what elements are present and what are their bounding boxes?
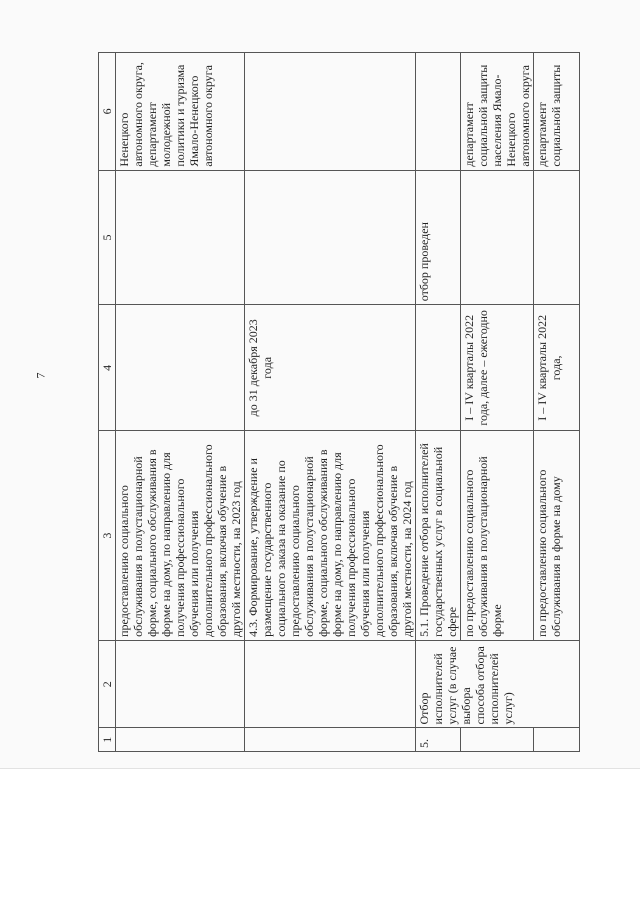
plan-table <box>98 52 580 752</box>
cell-activity: 4.3. Формирование, утверждение и размещение государственного социального заказа на оказание по предоставлению социального обслуживания в полустационарной форме, социального обслуживания в форме на дому, по направлению для получения профессионального обучения или получения дополнительного профессионального образования, включая обучение в другой местности, на 2024 год <box>245 431 416 640</box>
cell-responsible <box>416 53 461 171</box>
cell-responsible <box>245 53 416 171</box>
cell-number <box>461 728 534 752</box>
header-col-3: 3 <box>99 431 116 640</box>
cell-result <box>245 170 416 305</box>
cell-number <box>116 728 245 752</box>
header-col-1: 1 <box>99 728 116 752</box>
cell-deadline: до 31 декабря 2023 года <box>245 305 416 431</box>
cell-number <box>534 728 580 752</box>
rotated-content <box>98 52 563 752</box>
cell-responsible: департамент социальной защиты населения Ямало-Ненецкого автономного округа <box>461 53 534 171</box>
header-col-5: 5 <box>99 170 116 305</box>
cell-activity: 5.1. Проведение отбора исполнителей государственных услуг в социальной сфере <box>416 431 461 640</box>
cell-stage <box>116 640 245 728</box>
cell-result: отбор проведен <box>416 170 461 305</box>
cell-result <box>534 170 580 305</box>
table-header-row <box>99 53 116 752</box>
cell-result <box>116 170 245 305</box>
table-row <box>116 53 245 752</box>
header-col-2: 2 <box>99 640 116 728</box>
header-col-4: 4 <box>99 305 116 431</box>
table-row <box>416 53 461 752</box>
table-row <box>245 53 416 752</box>
cell-number <box>245 728 416 752</box>
cell-stage: Отбор исполнителей услуг (в случае выбора способа отбора исполнителей услуг) <box>416 640 580 728</box>
cell-activity: по предоставлению социального обслуживания в полустационарной форме <box>461 431 534 640</box>
cell-responsible: Ненецкого автономного округа, департамент молодежной политики и туризма Ямало-Ненецкого автономного округа <box>116 53 245 171</box>
cell-deadline: I – IV кварталы 2022 года, далее – ежегодно <box>461 305 534 431</box>
page-number: 7 <box>33 372 48 379</box>
cell-deadline: I – IV кварталы 2022 года, <box>534 305 580 431</box>
cell-activity: по предоставлению социального обслуживания в форме на дому <box>534 431 580 640</box>
cell-stage <box>245 640 416 728</box>
cell-result <box>461 170 534 305</box>
cell-activity: предоставлению социального обслуживания в полустационарной форме, социального обслуживания в форме на дому, по направлению для получения профессионального обучения или получения дополнительного профессионального образования, включая обучение в другой местности, на 2023 год <box>116 431 245 640</box>
cell-deadline <box>416 305 461 431</box>
cell-deadline <box>116 305 245 431</box>
cell-responsible: департамент социальной защиты <box>534 53 580 171</box>
cell-number: 5. <box>416 728 461 752</box>
header-col-6: 6 <box>99 53 116 171</box>
